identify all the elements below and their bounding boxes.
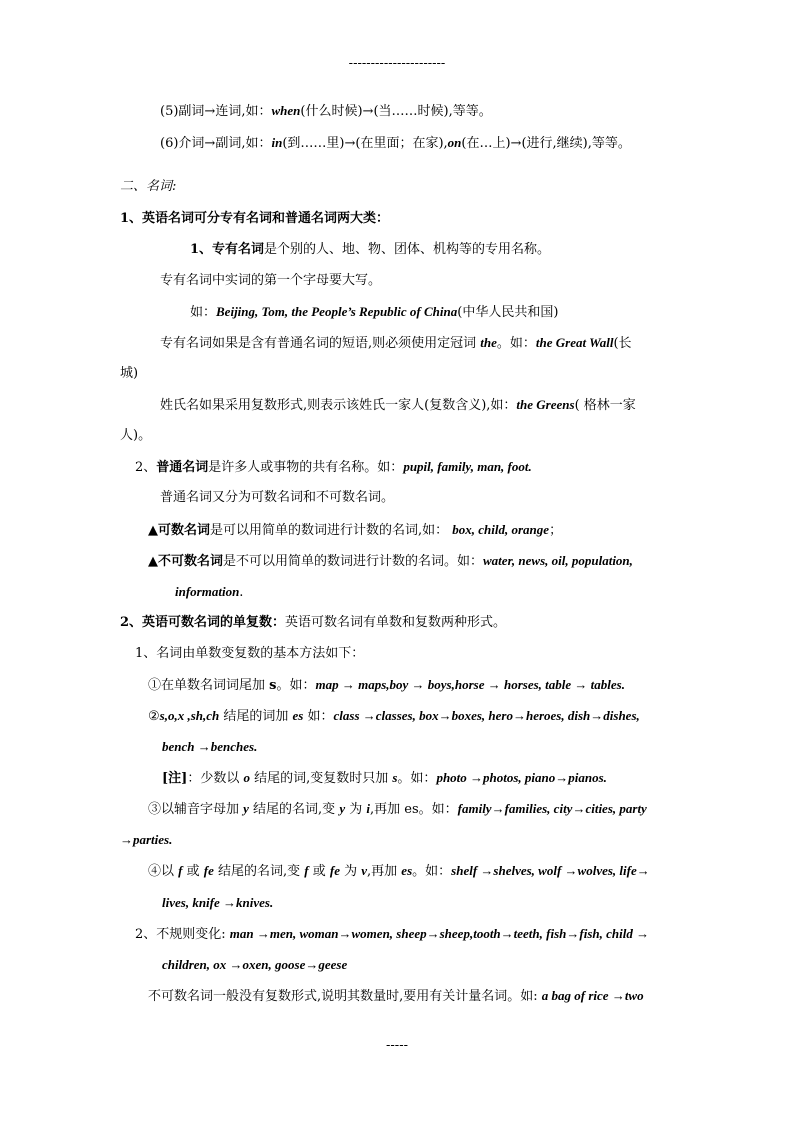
- text-segment: fe: [203, 863, 214, 878]
- text-segment: the Greens: [516, 397, 575, 412]
- text-segment: y: [243, 801, 249, 816]
- text-segment: 普通名词: [156, 460, 209, 475]
- text-line: [160, 334, 632, 353]
- text-segment: a bag of rice →two: [541, 988, 644, 1003]
- text-segment: 专有名词中实词的第一个字母要大写。: [160, 273, 382, 288]
- text-segment: box, child, orange: [452, 522, 550, 537]
- text-segment: Beijing, Tom, the People’s Republic of China: [216, 304, 458, 319]
- text-segment: (长: [613, 336, 632, 351]
- text-segment: (在…上): [461, 136, 511, 151]
- text-line: [160, 102, 492, 121]
- text-line: [162, 738, 257, 757]
- text-segment: 或: [308, 864, 330, 879]
- text-segment: 二、名词:: [120, 179, 177, 194]
- text-segment: es: [292, 708, 304, 723]
- text-line: [135, 925, 649, 944]
- text-line: [120, 614, 506, 632]
- text-segment: s,o,x ,sh,ch: [159, 708, 220, 723]
- text-segment: class →classes, box→boxes, hero→heroes, dish→dishes,: [333, 708, 640, 723]
- text-segment: 副词,如：: [215, 136, 272, 151]
- text-segment: 为: [345, 802, 367, 817]
- text-line: [135, 458, 532, 477]
- text-segment: ④以: [148, 864, 179, 879]
- text-segment: 如：: [303, 709, 334, 724]
- page-header-rule: ----------------------: [348, 56, 446, 71]
- text-line: [160, 134, 631, 153]
- text-segment: (什么时候): [300, 104, 363, 119]
- text-segment: bench →benches.: [162, 739, 258, 754]
- text-segment: →: [204, 104, 216, 119]
- text-segment: 结尾的词,变复数时只加: [249, 771, 393, 786]
- text-segment: 1、专有名词: [190, 242, 265, 257]
- text-segment: 城): [120, 366, 139, 381]
- text-line: [148, 862, 650, 881]
- text-line: [135, 645, 364, 663]
- text-segment: f: [178, 863, 183, 878]
- text-line: [160, 272, 381, 290]
- text-segment: es: [401, 863, 413, 878]
- text-segment: 1、英语名词可分专有名词和普通名词两大类：: [120, 211, 390, 226]
- text-segment: ②: [148, 709, 160, 724]
- text-segment: 姓氏名如果采用复数形式,则表示该姓氏一家人(复数含义),如：: [160, 398, 517, 413]
- text-segment: ③以辅音字母加: [148, 802, 244, 817]
- text-segment: 专有名词如果是含有普通名词的短语,则必须使用定冠词: [160, 336, 481, 351]
- text-segment: the: [480, 335, 497, 350]
- text-segment: 是不可以用简单的数词进行计数的名词。如：: [223, 554, 484, 569]
- text-segment: family→families, city→cities, party: [457, 801, 647, 816]
- text-segment: →: [204, 136, 216, 151]
- text-segment: 结尾的名词,变: [248, 802, 340, 817]
- text-line: [175, 583, 243, 602]
- text-segment: →: [362, 104, 374, 119]
- text-line: [190, 241, 550, 259]
- text-segment: 。如：: [496, 336, 536, 351]
- text-segment: (5)副词: [160, 104, 205, 119]
- text-segment: 连词,如：: [215, 104, 272, 119]
- text-segment: v: [361, 863, 368, 878]
- text-segment: 人)。: [120, 428, 152, 443]
- text-segment: photo →photos, piano→pianos.: [436, 770, 607, 785]
- text-segment: in: [271, 135, 283, 150]
- text-segment: 2、英语可数名词的单复数：: [120, 615, 286, 630]
- text-line: [120, 365, 138, 383]
- text-segment: ；: [549, 523, 563, 538]
- text-segment: 是个别的人、地、物、团体、机构等的专用名称。: [264, 242, 551, 257]
- text-segment: pupil, family, man, foot.: [403, 459, 532, 474]
- text-segment: →parties.: [120, 832, 173, 847]
- text-segment: lives, knife →knives.: [162, 895, 274, 910]
- text-segment: ,再加: [367, 864, 402, 879]
- text-segment: shelf →shelves, wolf →wolves, life→: [451, 863, 650, 878]
- text-segment: (到……里): [282, 136, 345, 151]
- text-line: [162, 956, 347, 975]
- text-segment: [注]: [162, 771, 188, 786]
- text-segment: ,再加 es。如：: [370, 802, 458, 817]
- text-line: [120, 178, 176, 196]
- text-line: [148, 521, 562, 540]
- text-line: [148, 800, 647, 819]
- text-segment: map → maps,boy → boys,horse → horses, table → tables.: [315, 677, 625, 692]
- text-segment: information: [175, 584, 240, 599]
- text-segment: 是可以用简单的数词进行计数的名词,如：: [210, 523, 453, 538]
- text-segment: (中华人民共和国): [457, 305, 559, 320]
- text-segment: ▲不可数名词: [148, 554, 223, 569]
- text-segment: fe: [329, 863, 340, 878]
- text-line: [120, 427, 151, 445]
- text-segment: ▲可数名词: [148, 523, 210, 538]
- text-segment: 。如：: [276, 678, 316, 693]
- text-segment: 结尾的词加: [219, 709, 293, 724]
- text-segment: →: [510, 136, 522, 151]
- text-line: [162, 894, 273, 913]
- text-segment: s: [392, 770, 398, 785]
- text-line: [162, 769, 607, 788]
- text-segment: 为: [339, 864, 362, 879]
- text-segment: (当……时候),等等。: [373, 104, 492, 119]
- text-segment: 1、名词由单数变复数的基本方法如下：: [135, 646, 365, 661]
- text-segment: ：少数以: [187, 771, 244, 786]
- text-segment: 英语可数名词有单数和复数两种形式。: [285, 615, 507, 630]
- text-segment: ( 格林一家: [574, 398, 636, 413]
- text-segment: 或: [182, 864, 204, 879]
- text-segment: o: [243, 770, 250, 785]
- text-segment: the Great Wall: [535, 335, 614, 350]
- text-line: [148, 707, 640, 726]
- text-line: [160, 489, 394, 507]
- text-segment: y: [339, 801, 346, 816]
- text-segment: →: [344, 136, 356, 151]
- text-line: [120, 210, 389, 228]
- text-segment: 2、不规则变化:: [135, 927, 230, 942]
- text-line: [160, 396, 636, 415]
- text-segment: 普通名词又分为可数名词和不可数名词。: [160, 490, 395, 505]
- text-segment: (6)介词: [160, 136, 205, 151]
- text-segment: 不可数名词一般没有复数形式,说明其数量时,要用有关计量名词。如:: [148, 989, 542, 1004]
- text-segment: 结尾的名词,变: [213, 864, 305, 879]
- text-segment: i: [366, 801, 370, 816]
- text-line: [190, 303, 558, 322]
- text-segment: (进行,继续),等等。: [521, 136, 631, 151]
- text-segment: 。如：: [397, 771, 437, 786]
- text-line: [148, 987, 644, 1006]
- text-line: [120, 831, 172, 850]
- text-segment: on: [447, 135, 462, 150]
- text-segment: man →men, woman→women, sheep→sheep,tooth→teeth, fish→fish, child →: [229, 926, 650, 941]
- text-segment: when: [271, 103, 301, 118]
- text-segment: water, news, oil, population,: [483, 553, 633, 568]
- text-segment: ①在单数名词词尾加: [148, 678, 270, 693]
- page-footer-rule: -----: [386, 1038, 408, 1053]
- text-segment: .: [239, 585, 244, 600]
- text-segment: 。如：: [412, 864, 452, 879]
- text-segment: 是许多人或事物的共有名称。如：: [208, 460, 404, 475]
- text-segment: children, ox →oxen, goose→geese: [162, 957, 348, 972]
- text-segment: s: [269, 678, 277, 693]
- text-segment: (在里面；在家),: [355, 136, 448, 151]
- text-segment: 如：: [190, 305, 217, 320]
- text-segment: 2、: [135, 460, 157, 475]
- text-line: [148, 552, 633, 571]
- text-segment: f: [304, 863, 309, 878]
- text-line: [148, 676, 625, 695]
